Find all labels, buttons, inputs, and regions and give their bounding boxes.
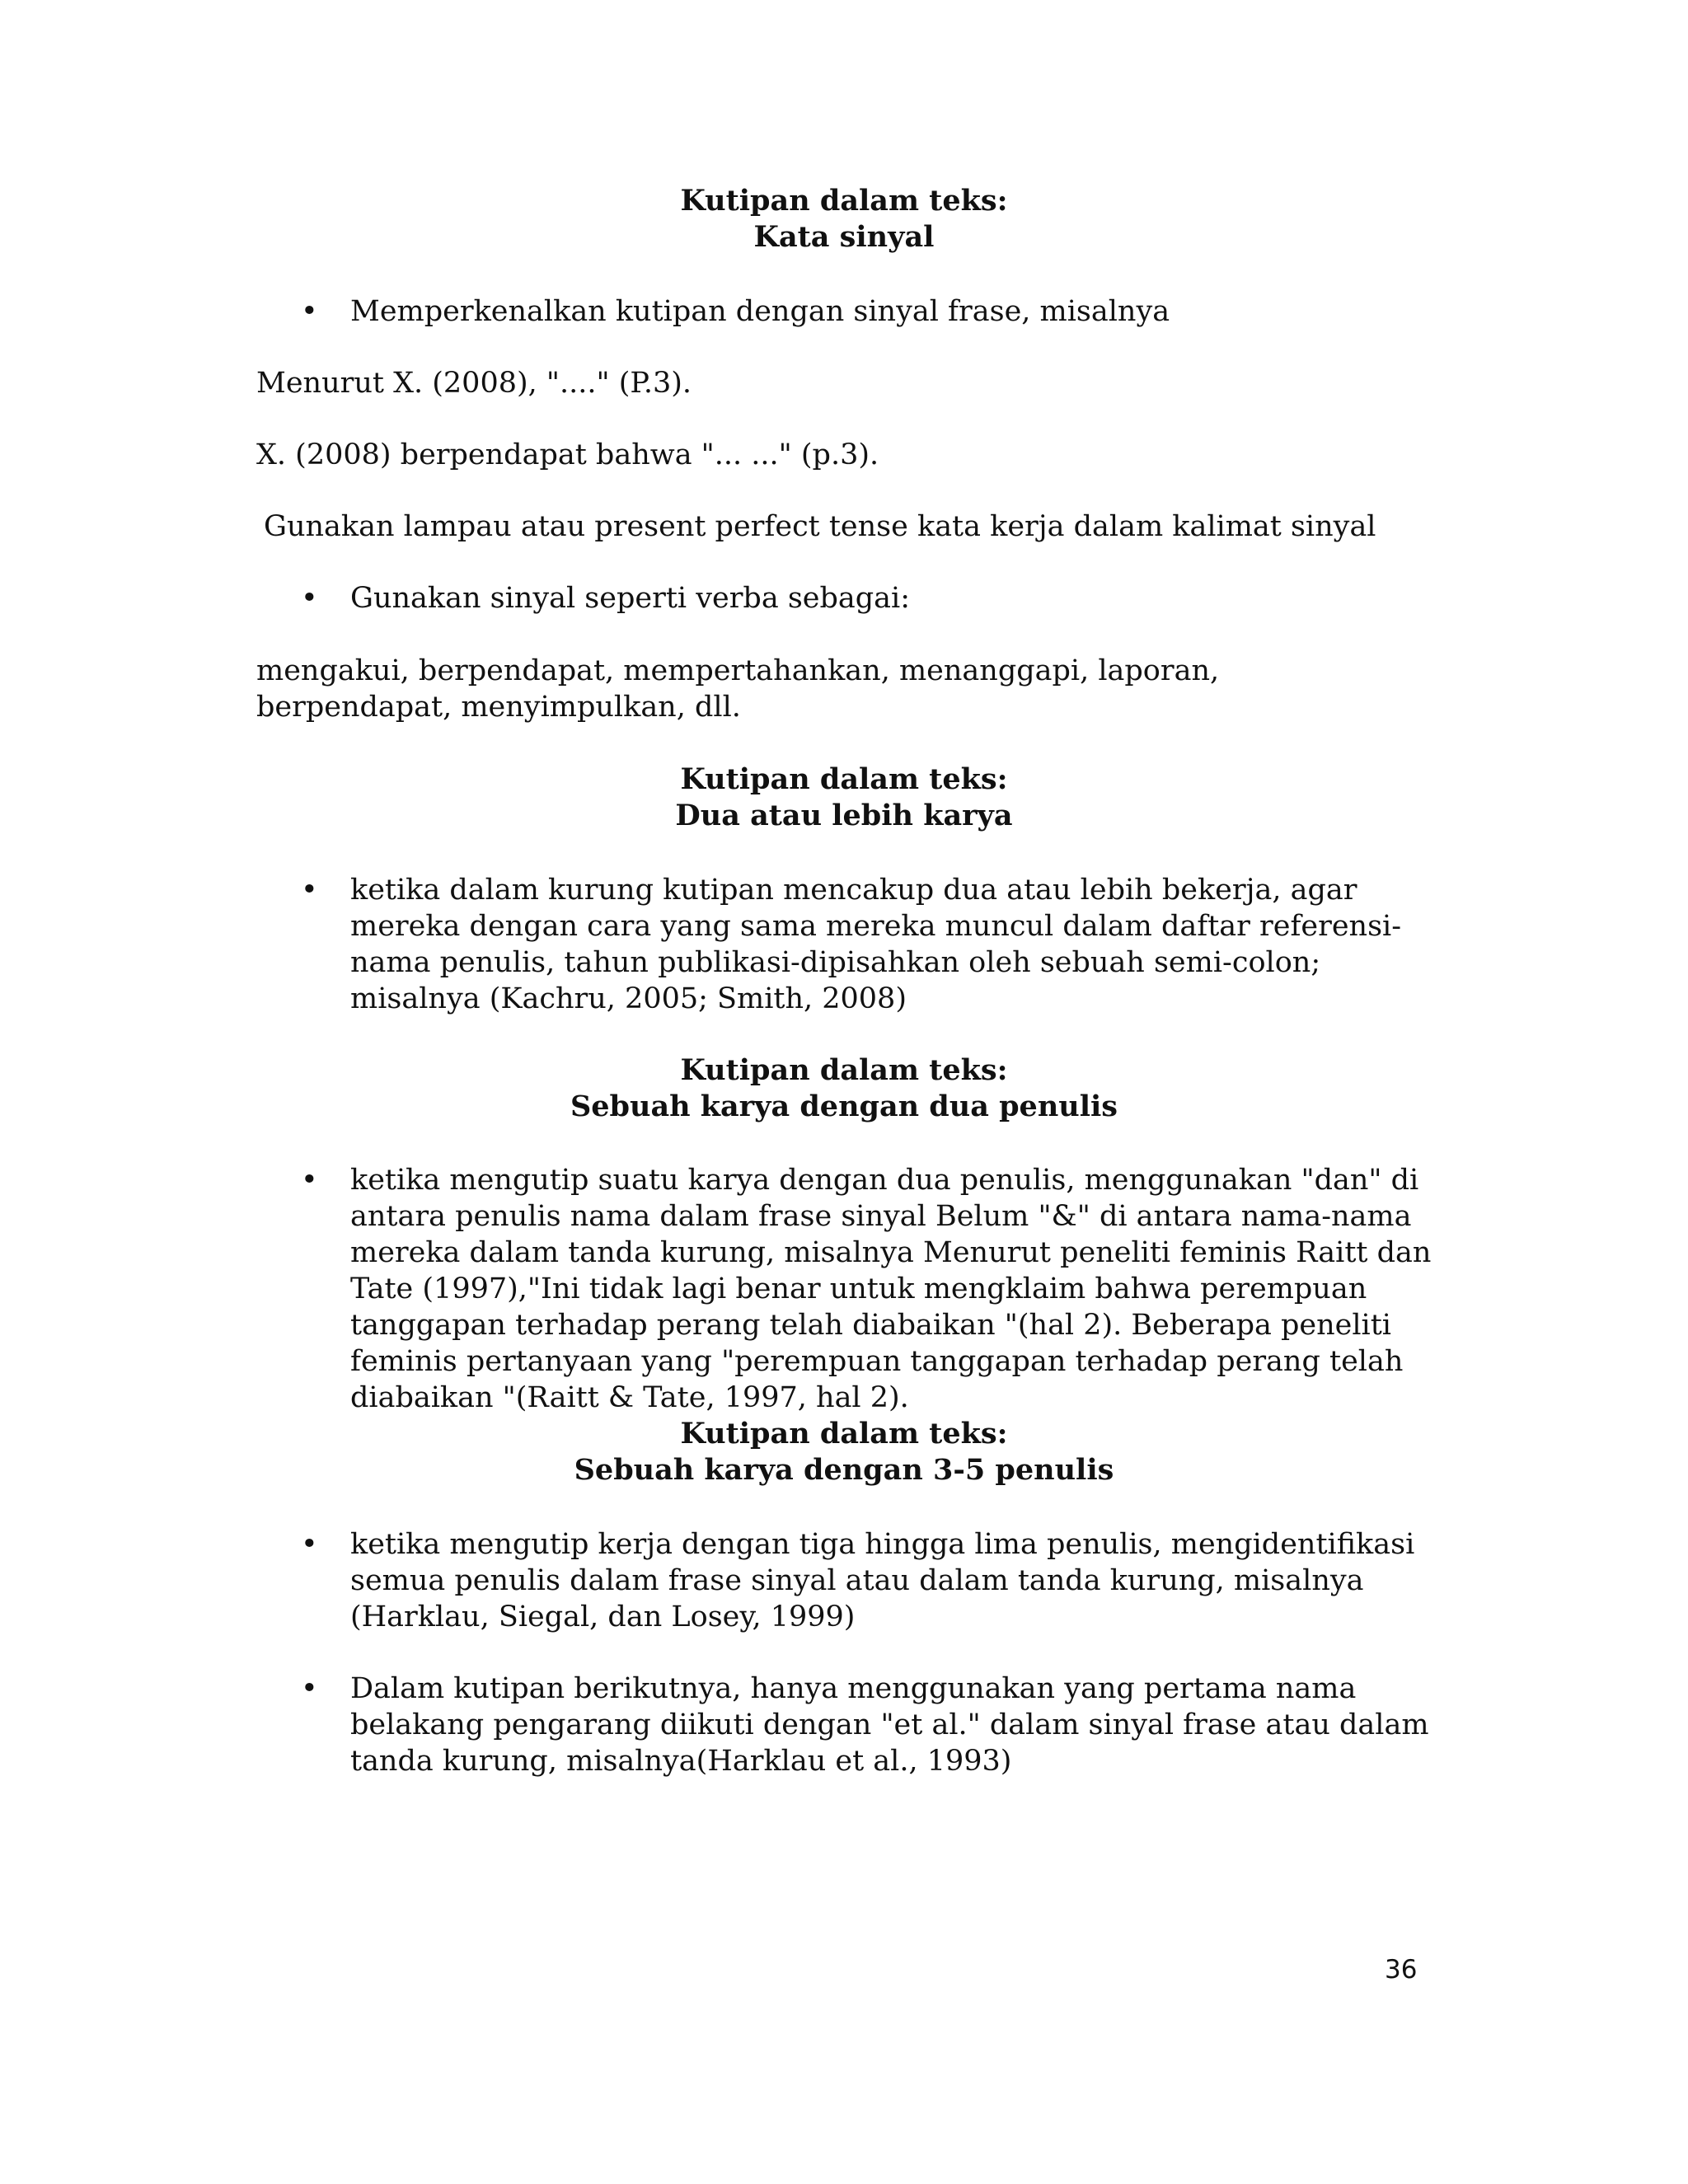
heading-line: Sebuah karya dengan 3-5 penulis xyxy=(574,1453,1114,1487)
heading-line: Dua atau lebih karya xyxy=(675,799,1013,832)
heading-line: Sebuah karya dengan dua penulis xyxy=(570,1090,1118,1123)
bullet-text: ketika dalam kurung kutipan mencakup dua atau lebih bekerja, agar mereka dengan cara yang sama mereka muncul dalam daftar referensi-nama penulis, tahun publikasi-dipisahkan oleh sebuah semi-colon; misalnya (Kachru, 2005; Smith, 2008) xyxy=(350,874,1402,1015)
page-number: 36 xyxy=(1385,1955,1418,1985)
bullet-marker: • xyxy=(301,874,318,907)
heading-line: Kata sinyal xyxy=(753,220,935,254)
bullet-text: Memperkenalkan kutipan dengan sinyal frase, misalnya xyxy=(350,295,1170,328)
bullet-marker: • xyxy=(301,1672,318,1705)
bullet-marker: • xyxy=(301,1528,318,1561)
heading-line: Kutipan dalam teks: xyxy=(680,1053,1008,1087)
bullet-text: ketika mengutip suatu karya dengan dua penulis, menggunakan "dan" di antara penulis nama dalam frase sinyal Belum "&" di antara nama-nama mereka dalam tanda kurung, misalnya Menurut peneliti feminis Raitt dan Tate (1997),"Ini tidak lagi benar untuk mengklaim bahwa perempuan tanggapan terhadap perang telah diabaikan "(hal 2). Beberapa peneliti feminis pertanyaan yang "perempuan tanggapan terhadap perang telah diabaikan "(Raitt & Tate, 1997, hal 2). xyxy=(350,1164,1432,1414)
section-heading-dua-penulis xyxy=(0,1052,1688,1125)
section-heading-3-5-penulis xyxy=(0,1416,1688,1488)
example-line: Menurut X. (2008), "...." (P.3). xyxy=(256,367,692,400)
note-line: Gunakan lampau atau present perfect tense kata kerja dalam kalimat sinyal xyxy=(264,510,1376,543)
verbs-paragraph: mengakui, berpendapat, mempertahankan, menanggapi, laporan, berpendapat, menyimpulkan, dll. xyxy=(256,654,1220,724)
bullet-text: Dalam kutipan berikutnya, hanya menggunakan yang pertama nama belakang pengarang diikuti dengan "et al." dalam sinyal frase atau dalam tanda kurung, misalnya(Harklau et al., 1993) xyxy=(350,1672,1429,1778)
section-heading-kata-sinyal xyxy=(0,183,1688,255)
section-heading-dua-atau-lebih-karya xyxy=(0,762,1688,834)
bullet-text: Gunakan sinyal seperti verba sebagai: xyxy=(350,582,911,615)
example-line: X. (2008) berpendapat bahwa "... ..." (p.3). xyxy=(256,438,879,471)
bullet-text: ketika mengutip kerja dengan tiga hingga lima penulis, mengidentifikasi semua penulis dalam frase sinyal atau dalam tanda kurung, misalnya (Harklau, Siegal, dan Losey, 1999) xyxy=(350,1528,1415,1633)
heading-line: Kutipan dalam teks: xyxy=(680,762,1008,796)
bullet-marker: • xyxy=(301,1164,318,1197)
bullet-marker: • xyxy=(301,295,318,328)
heading-line: Kutipan dalam teks: xyxy=(680,184,1008,218)
heading-line: Kutipan dalam teks: xyxy=(680,1417,1008,1451)
bullet-marker: • xyxy=(301,582,318,615)
